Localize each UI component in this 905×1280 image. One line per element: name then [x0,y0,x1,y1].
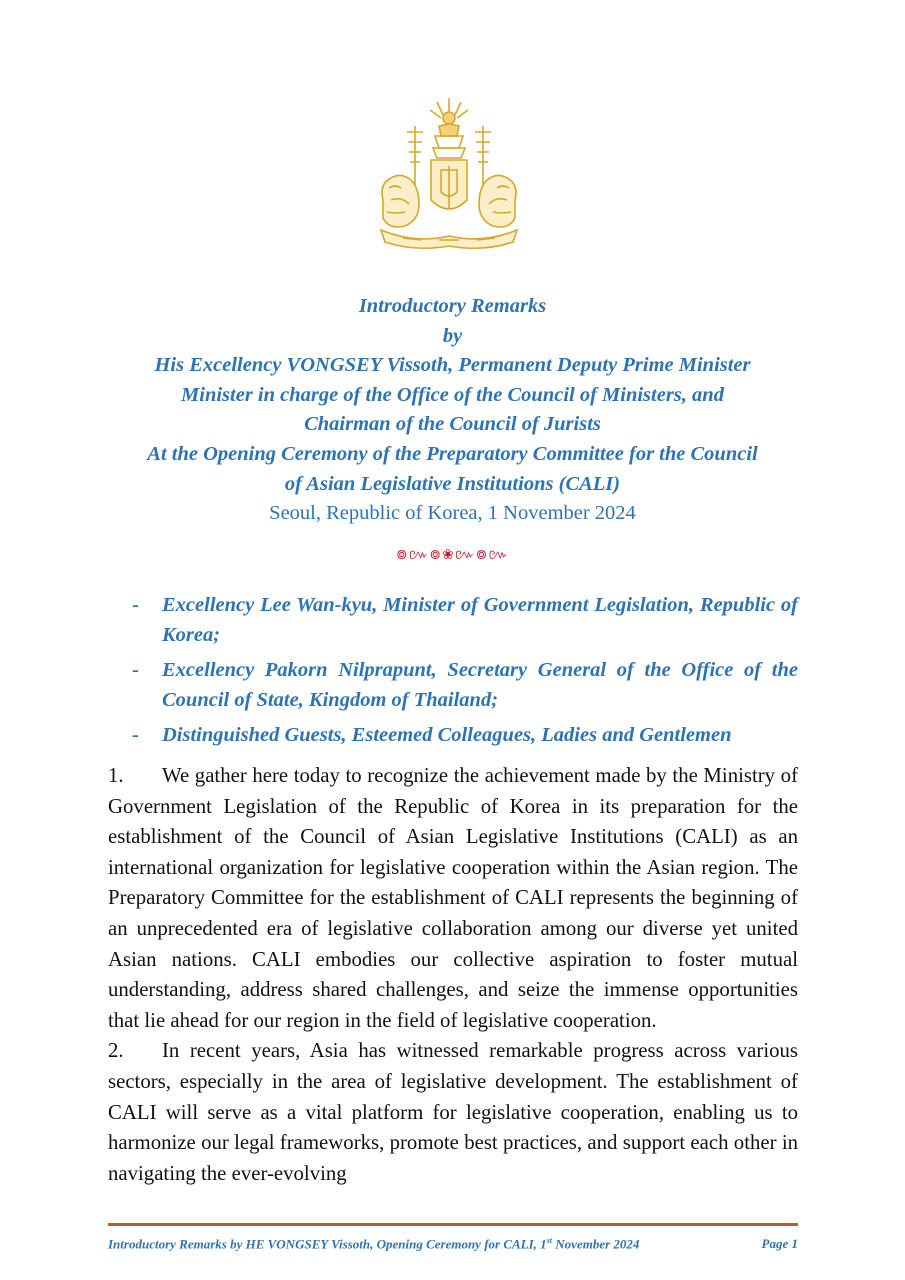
title-by: by [442,324,463,347]
location-date: Seoul, Republic of Korea, 1 November 2024 [269,502,636,525]
salutation-text: Excellency Lee Wan-kyu, Minister of Government Legislation, Republic of Korea; [162,594,798,646]
list-dash: - [132,594,139,616]
footer-caption-main: Introductory Remarks by HE VONGSEY Vissoth, Opening Ceremony for CALI, 1 [108,1236,547,1252]
speech-title-block [60,292,845,529]
paragraph [108,1036,798,1189]
event-line-2: of Asian Legislative Institutions (CALI) [284,472,621,495]
speech-body [108,761,798,1189]
title-line: Introductory Remarks [358,295,547,317]
list-dash: - [132,724,139,746]
page-number: Page 1 [761,1236,798,1251]
footer-rule [108,1223,798,1226]
salutation-item [130,591,798,650]
salutations-list [130,591,798,757]
salutation-text: Distinguished Guests, Esteemed Colleagues, Ladies and Gentlemen [162,724,732,746]
footer-caption [108,1236,639,1252]
paragraph-number: 1. [108,764,124,787]
paragraph [108,761,798,1036]
paragraph-number: 2. [108,1039,124,1063]
royal-arms-emblem [375,96,523,252]
ornament-divider: ៙៚៙❀៚៙៚ [395,547,510,563]
footer-caption-sup: st [546,1236,553,1245]
salutation-item [130,656,798,715]
speaker-line: His Excellency VONGSEY Vissoth, Permanent Deputy Prime Minister [154,354,751,377]
emblem-icon [375,96,523,252]
speaker-role-line: Minister in charge of the Office of the Council of Ministers, and [181,383,724,406]
footer-caption-tail: November 2024 [552,1236,640,1252]
salutation-text: Excellency Pakorn Nilprapunt, Secretary General of the Office of the Council of State, Kingdom of Thailand; [162,659,798,711]
paragraph-text: We gather here today to recognize the achievement made by the Ministry of Government Legislation of the Republic of Korea in its preparation for the establishment of the Council of Asian Legislative Institutions (CALI) as an international organization for legislative cooperation within the Asian region. The Preparatory Committee for the establishment of CALI represents the beginning of an unprecedented era of legislative collaboration among our diverse yet united Asian nations. CALI embodies our collective aspiration to foster mutual understanding, address shared challenges, and seize the immense opportunities that lie ahead for our region in the field of legislative cooperation. [108,764,798,1032]
speaker-role-line-2: Chairman of the Council of Jurists [304,413,601,436]
paragraph-text: In recent years, Asia has witnessed remarkable progress across various sectors, especially in the area of legislative development. The establishment of CALI will serve as a vital platform for legislative cooperation, enabling us to harmonize our legal frameworks, promote best practices, and support each other in navigating the ever-evolving [108,1039,798,1185]
event-line: At the Opening Ceremony of the Preparatory Committee for the Council [147,442,758,465]
list-dash: - [132,659,139,681]
salutation-item [130,721,798,751]
